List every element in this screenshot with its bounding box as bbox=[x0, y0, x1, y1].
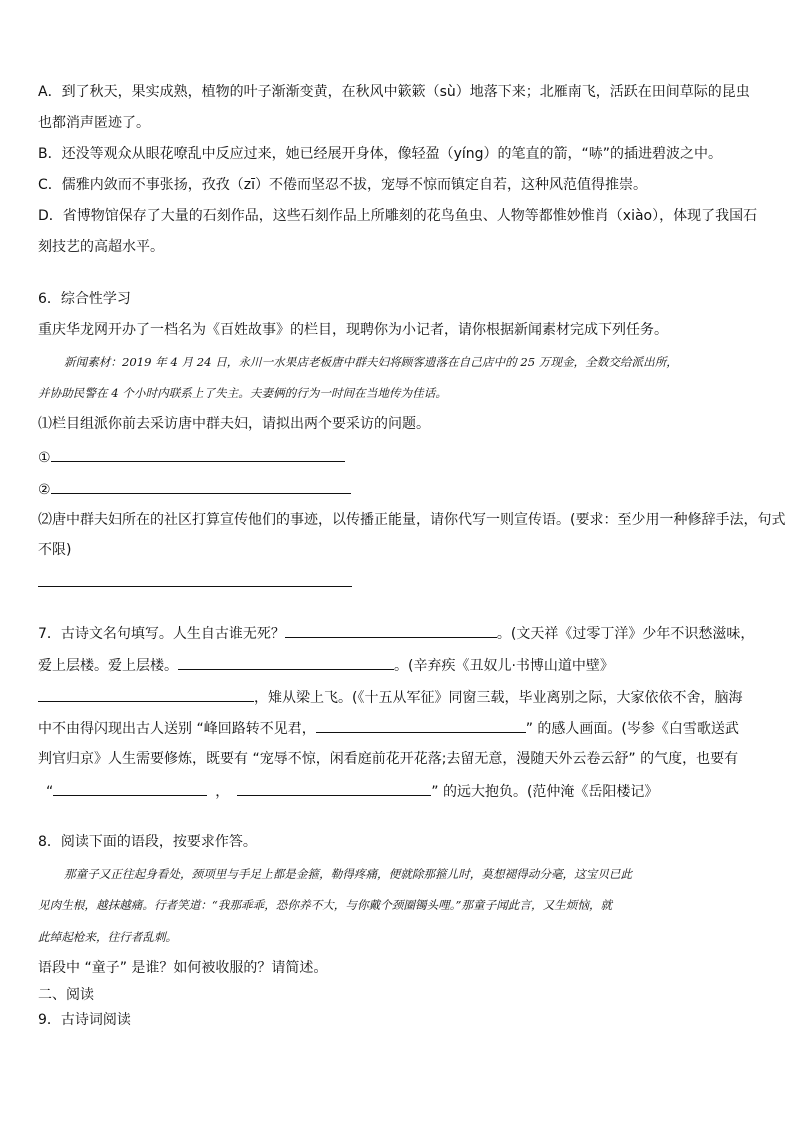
answer-blank-2[interactable] bbox=[51, 478, 351, 494]
q7-text-2b: 。(辛弃疾《丑奴儿·书博山道中壁》 bbox=[394, 658, 614, 674]
q8-passage-line-3: 此绰起枪来，往行者乱刺。 bbox=[38, 930, 178, 944]
q7-text-6c: ” 的远大抱负。(范仲淹《岳阳楼记》 bbox=[431, 784, 659, 800]
q7-text-4a: 中不由得闪现出古人送别 “峰回路转不见君， bbox=[38, 721, 316, 737]
q7-blank-2[interactable] bbox=[178, 654, 394, 670]
q7-text-2a: 爱上层楼。爱上层楼。 bbox=[38, 658, 178, 674]
q8-title: 8．阅读下面的语段，按要求作答。 bbox=[38, 834, 257, 850]
q6-news-line-1: 新闻素材：2019 年 4 月 24 日，永川一水果店老板唐中群夫妇将顾客遗落在自己店中的 25 万现金，全数交给派出所， bbox=[64, 355, 678, 369]
q6-task-2-line-2: 不限) bbox=[38, 542, 72, 558]
q7-line-5: 判官归京》人生需要修炼，既要有 “宠辱不惊，闲看庭前花开花落;去留无意，漫随天外云卷云舒” 的气度，也要有 bbox=[38, 751, 739, 767]
q7-blank-5[interactable] bbox=[53, 780, 207, 796]
q7-text-1a: 7．古诗文名句填写。人生自古谁无死？ bbox=[38, 626, 285, 642]
q6-task-2-line-1: ⑵唐中群夫妇所在的社区打算宣传他们的事迹，以传播正能量，请你代写一则宣传语。(要求：至少用一种修辞手法，句式 bbox=[38, 512, 786, 528]
section-heading-reading: 二、阅读 bbox=[38, 987, 94, 1003]
q7-blank-3[interactable] bbox=[38, 686, 254, 702]
q7-quote-open: “ bbox=[46, 784, 54, 800]
option-d-line-2: 刻技艺的高超水平。 bbox=[38, 239, 164, 255]
answer-label-2: ② bbox=[38, 482, 51, 498]
answer-line-1[interactable] bbox=[38, 446, 345, 468]
answer-label-1: ① bbox=[38, 450, 51, 466]
q6-intro: 重庆华龙网开办了一档名为《百姓故事》的栏目，现聘你为小记者，请你根据新闻素材完成下列任务。 bbox=[38, 322, 668, 338]
option-d-line-1: D．省博物馆保存了大量的石刻作品，这些石刻作品上所雕刻的花鸟鱼虫、人物等都惟妙惟肖（xiào），体现了我国石 bbox=[38, 208, 758, 224]
q7-comma: ， bbox=[215, 784, 230, 800]
q7-blank-4[interactable] bbox=[316, 717, 526, 733]
answer-line-2[interactable] bbox=[38, 478, 351, 500]
q6-news-line-2: 并协助民警在 4 个小时内联系上了失主。夫妻俩的行为一时间在当地传为佳话。 bbox=[38, 386, 447, 400]
option-b: B．还没等观众从眼花嘹乱中反应过来，她已经展开身体，像轻盈（yíng）的笔直的箭，“哧”的插进碧波之中。 bbox=[38, 146, 723, 162]
option-c: C．儒雅内敛而不事张扬，孜孜（zī）不倦而坚忍不拔，宠辱不惊而镇定自若，这种风范值得推崇。 bbox=[38, 177, 648, 193]
q7-blank-6[interactable] bbox=[237, 780, 431, 796]
q8-passage-line-1: 那童子又正往起身看处，颈项里与手足上都是金箍，勒得疼痛，便就除那箍儿时，莫想褪得动分毫，这宝贝已此 bbox=[64, 867, 633, 881]
q8-question: 语段中 “童子” 是谁？如何被收服的？请简述。 bbox=[38, 960, 328, 976]
q8-passage-line-2: 见肉生根，越抹越痛。行者笑道：“我那乖乖，恐你养不大，与你戴个颈圈镯头哩。”那童子闻此言，又生烦恼，就 bbox=[38, 898, 613, 912]
option-a-line-2: 也都消声匿迹了。 bbox=[38, 115, 150, 131]
q7-text-4b: ” 的感人画面。(岑参《白雪歌送武 bbox=[525, 721, 739, 737]
option-a-line-1: A．到了秋天，果实成熟，植物的叶子渐渐变黄，在秋风中簌簌（sù）地落下来；北雁南飞，活跃在田间草际的昆虫 bbox=[38, 84, 750, 100]
q7-line-3 bbox=[38, 686, 742, 708]
q6-task-1: ⑴栏目组派你前去采访唐中群夫妇，请拟出两个要采访的问题。 bbox=[38, 416, 430, 432]
q7-line-2 bbox=[38, 654, 614, 676]
slogan-answer-blank[interactable] bbox=[38, 586, 352, 587]
q7-text-3b: ，雉从梁上飞。(《十五从军征》同窗三载，毕业离别之际，大家依依不舍，脑海 bbox=[254, 690, 743, 706]
answer-blank-1[interactable] bbox=[51, 446, 345, 462]
q7-line-4 bbox=[38, 717, 739, 739]
q7-line-6 bbox=[38, 780, 658, 802]
q6-title: 6．综合性学习 bbox=[38, 291, 131, 307]
q7-text-1b: 。(文天祥《过零丁洋》少年不识愁滋味， bbox=[496, 626, 755, 642]
q7-blank-1[interactable] bbox=[285, 622, 497, 638]
q7-line-1 bbox=[38, 622, 754, 644]
q9-title: 9．古诗词阅读 bbox=[38, 1012, 131, 1028]
